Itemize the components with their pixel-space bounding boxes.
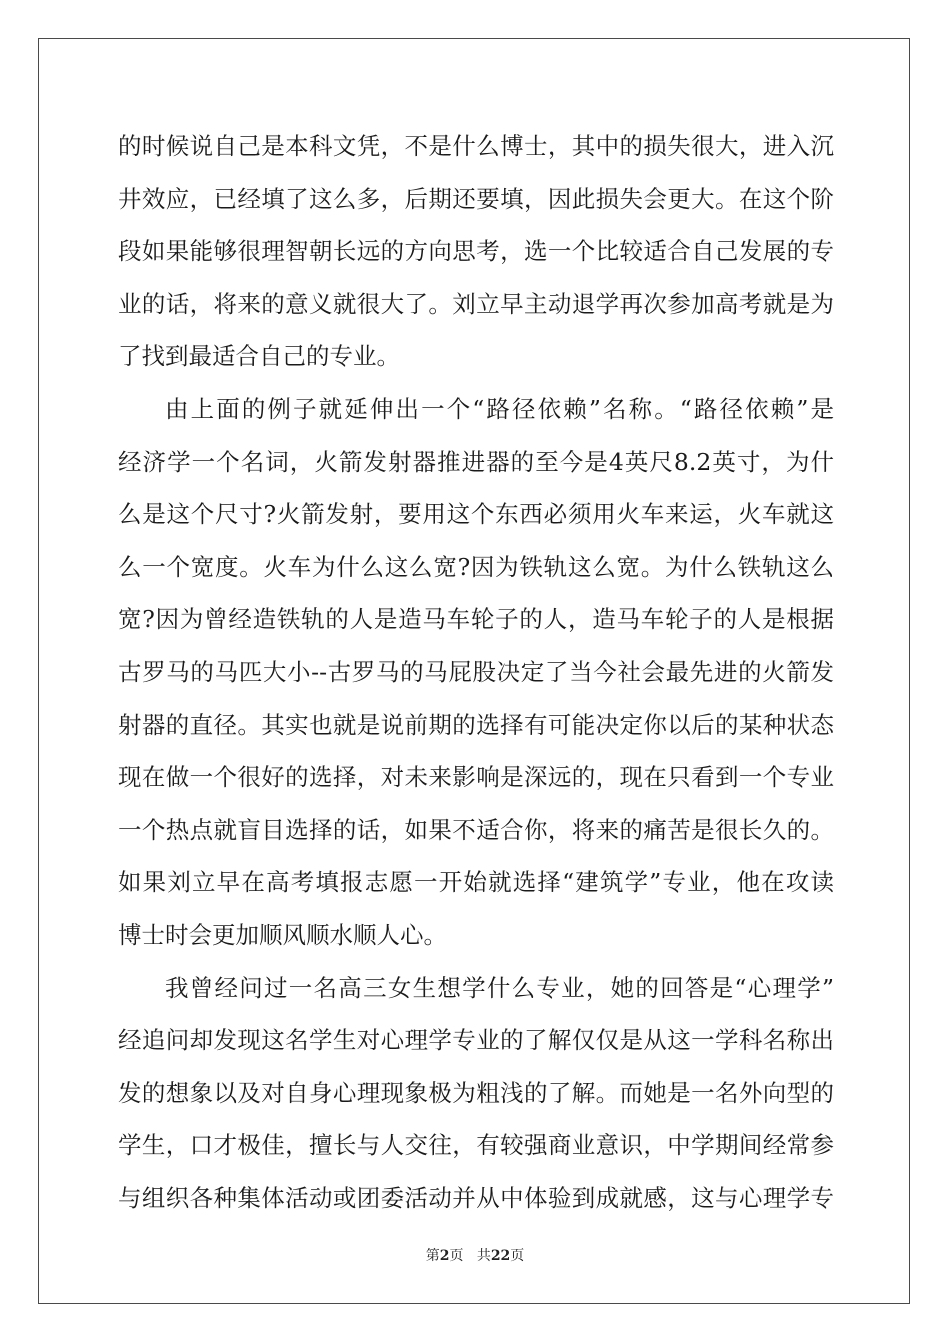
document-body [118, 126, 834, 1230]
total-suffix: 页 [510, 1248, 525, 1264]
text-line: 经济学一个名词，火箭发射器推进器的至今是4英尺8.2英寸，为什 [118, 447, 834, 476]
text-line: 么是这个尺寸?火箭发射，要用这个东西必须用火车来运，火车就这 [118, 500, 834, 529]
text-line: 由上面的例子就延伸出一个“路径依赖”名称。“路径依赖”是 [165, 394, 834, 423]
text-line: 的时候说自己是本科文凭，不是什么博士，其中的损失很大，进入沉 [118, 132, 834, 160]
text-line: 射器的直径。其实也就是说前期的选择有可能决定你以后的某种状态 [118, 710, 834, 739]
text-line: 宽?因为曾经造铁轨的人是造马车轮子的人，造马车轮子的人是根据 [118, 605, 834, 634]
text-line: 了找到最适合自己的专业。 [118, 342, 400, 371]
text-line: 与组织各种集体活动或团委活动并从中体验到成就感，这与心理学专 [118, 1183, 834, 1212]
text-line: 我曾经问过一名高三女生想学什么专业，她的回答是“心理学” [165, 973, 834, 1002]
page-number: 2 [439, 1248, 450, 1264]
total-prefix: 共 [476, 1248, 491, 1264]
page-prefix: 第 [425, 1248, 440, 1264]
text-line: 经追问却发现这名学生对心理学专业的了解仅仅是从这一学科名称出 [118, 1026, 834, 1055]
text-line: 业的话，将来的意义就很大了。刘立早主动退学再次参加高考就是为 [118, 289, 834, 318]
page-footer [0, 1246, 950, 1266]
total-pages: 22 [490, 1248, 511, 1264]
text-line: 如果刘立早在高考填报志愿一开始就选择“建筑学”专业，他在攻读 [118, 868, 834, 897]
text-line: 一个热点就盲目选择的话，如果不适合你，将来的痛苦是很长久的。 [118, 815, 834, 844]
text-line: 么一个宽度。火车为什么这么宽?因为铁轨这么宽。为什么铁轨这么 [118, 552, 834, 581]
text-line: 井效应，已经填了这么多，后期还要填，因此损失会更大。在这个阶 [118, 184, 834, 213]
text-line: 古罗马的马匹大小--古罗马的马屁股决定了当今社会最先进的火箭发 [118, 657, 834, 686]
text-line: 学生，口才极佳，擅长与人交往，有较强商业意识，中学期间经常参 [118, 1131, 834, 1160]
text-line: 段如果能够很理智朝长远的方向思考，选一个比较适合自己发展的专 [118, 237, 834, 266]
page-suffix: 页 [449, 1248, 464, 1264]
text-line: 现在做一个很好的选择，对未来影响是深远的，现在只看到一个专业 [118, 763, 834, 792]
text-line: 博士时会更加顺风顺水顺人心。 [118, 920, 447, 949]
text-line: 发的想象以及对自身心理现象极为粗浅的了解。而她是一名外向型的 [118, 1078, 834, 1107]
